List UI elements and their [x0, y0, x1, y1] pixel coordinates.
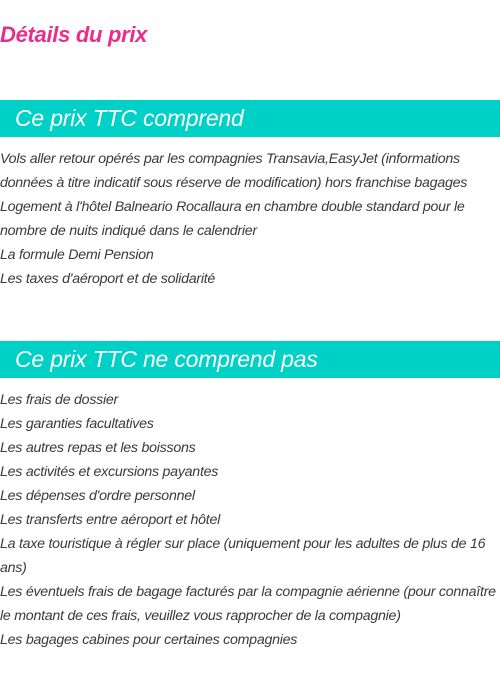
excluded-item: Les bagages cabines pour certaines compagnies [0, 632, 298, 648]
excluded-item: Les frais de dossier [0, 392, 119, 408]
excluded-section-heading: Ce prix TTC ne comprend pas [15, 346, 318, 372]
excluded-item: Les autres repas et les boissons [0, 440, 196, 456]
included-section-banner [0, 100, 500, 137]
excluded-section-banner [0, 341, 500, 378]
excluded-item: Les activités et excursions payantes [0, 464, 219, 480]
excluded-item: La taxe touristique à régler sur place (uniquement pour les adultes de plus de 16 ans) [0, 536, 486, 576]
excluded-item: Les transferts entre aéroport et hôtel [0, 512, 220, 528]
included-item: Logement à l'hôtel Balneario Rocallaura en chambre double standard pour le nombre de nuits indiqué dans le calendrier [0, 199, 465, 239]
page-title: Détails du prix [0, 22, 148, 47]
included-item: La formule Demi Pension [0, 247, 154, 263]
excluded-item: Les dépenses d'ordre personnel [0, 488, 195, 504]
included-section-heading: Ce prix TTC comprend [15, 105, 244, 131]
included-items-list [0, 147, 500, 291]
excluded-item: Les éventuels frais de bagage facturés par la compagnie aérienne (pour connaître le montant de ces frais, veuillez vous rapprocher de la compagnie) [0, 584, 496, 624]
excluded-items-list [0, 388, 500, 652]
excluded-item: Les garanties facultatives [0, 416, 154, 432]
included-item: Les taxes d'aéroport et de solidarité [0, 271, 216, 287]
included-item: Vols aller retour opérés par les compagnies Transavia,EasyJet (informations données à titre indicatif sous réserve de modification) hors franchise bagages [0, 151, 468, 191]
